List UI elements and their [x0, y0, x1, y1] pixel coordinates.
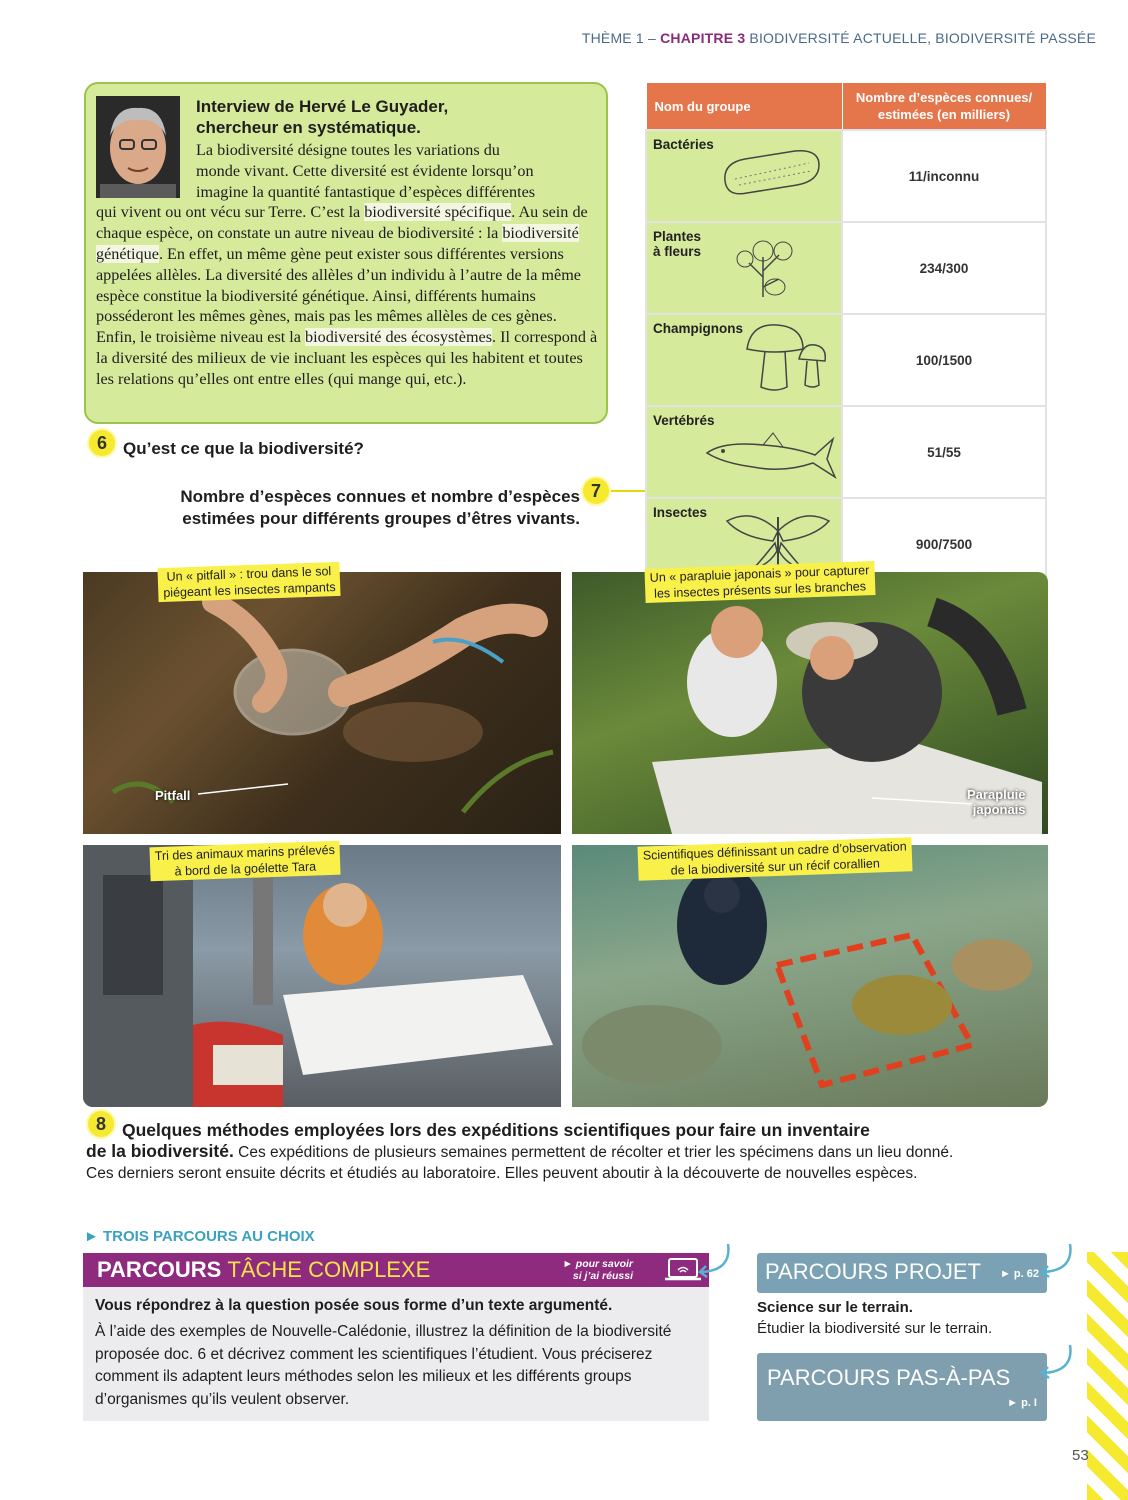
value-cell: 234/300 — [842, 222, 1046, 314]
group-name: à fleurs — [653, 244, 702, 259]
group-name: Vertébrés — [653, 413, 715, 428]
label-line: de la biodiversité sur un récif corallien — [670, 856, 881, 878]
parcours-projet-button[interactable] — [757, 1253, 1047, 1293]
doc8-caption — [86, 1120, 1086, 1184]
highlight-term: biodiversité génétique — [96, 224, 579, 263]
caption-text: Ces expéditions de plusieurs semaines permettent de récolter et trier les spécimens dans un lieu donné. — [233, 1144, 954, 1161]
table-row — [646, 222, 1046, 314]
group-cell — [646, 222, 842, 314]
connector-line — [611, 490, 647, 492]
parcours-pas-button[interactable] — [757, 1353, 1047, 1421]
projet-text: Étudier la biodiversité sur le terrain. — [757, 1320, 993, 1337]
chapter-label: CHAPITRE 3 — [660, 30, 746, 46]
group-name: Bactéries — [653, 137, 714, 152]
header-line: Nombre d’espèces connues/ — [855, 90, 1033, 105]
label-line: Parapluie — [967, 787, 1026, 802]
text-span: . En effet, un même gène peut exister sous différentes versions appelées allèles. La diversité des allèles d’un individu à l’autre de la même espèce constitue la biodiversité génétique. Ainsi, différents humains posséderont les mêmes gènes, mais pas les mêmes allèles de ces gènes. Enfin, le troisième niveau est la — [96, 244, 581, 347]
projet-title: Science sur le terrain. — [757, 1299, 913, 1316]
page-ref: ► p. I — [1007, 1397, 1037, 1409]
text-line: La biodiversité désigne toutes les variations du — [196, 141, 500, 159]
parcours-word: PARCOURS — [767, 1365, 897, 1390]
text-span: . Au sein de chaque espèce, on constate un autre niveau de biodiversité : la — [96, 203, 588, 243]
tara-photo — [83, 845, 561, 1107]
text-line: imagine la quantité fantastique d’espèces différentes — [196, 182, 536, 201]
photo-label — [157, 562, 340, 602]
interview-text — [96, 140, 600, 390]
caption-title: Quelques méthodes employées lors des expéditions scientifiques pour faire un inventaire — [122, 1120, 870, 1140]
highlight-term: biodiversité des écosystèmes — [305, 328, 493, 347]
label-line: Un « pitfall » : trou dans le sol — [166, 564, 332, 584]
header-line: estimées (en milliers) — [877, 107, 1011, 122]
doc-number-badge: 8 — [88, 1111, 114, 1137]
group-name: Plantes — [653, 229, 702, 244]
pitfall-pointer-label: Pitfall — [155, 788, 191, 803]
decorative-stripes — [1087, 1252, 1128, 1500]
curved-arrow-icon — [692, 1240, 734, 1280]
group-cell — [646, 130, 842, 222]
chapter-header — [582, 30, 1096, 46]
parcours-tache-header[interactable] — [83, 1253, 709, 1287]
interview-title-line: Interview de Hervé Le Guyader, — [196, 97, 449, 116]
text-span: qui vivent ou ont vécu sur Terre. C’est la — [96, 203, 365, 222]
caption-title: de la biodiversité. — [86, 1141, 234, 1161]
label-line: les insectes présents sur les branches — [653, 579, 867, 601]
doc7-caption — [120, 486, 580, 530]
parapluie-photo — [572, 572, 1048, 834]
link-line: si j’ai réussi — [572, 1270, 633, 1282]
caption-text: Ces derniers seront ensuite décrits et étudiés au laboratoire. Elles peuvent aboutir à la découverte de nouvelles espèces. — [86, 1165, 918, 1182]
value-cell: 900/7500 — [842, 498, 1046, 590]
recif-photo — [572, 845, 1048, 1107]
tache-question: Vous répondrez à la question posée sous forme d’un texte argumenté. — [95, 1297, 613, 1314]
interview-title — [196, 96, 596, 138]
parcours-kind: PROJET — [894, 1259, 981, 1284]
value-cell: 11/inconnu — [842, 130, 1046, 222]
highlight-term: biodiversité spécifique — [364, 203, 512, 222]
page-ref: ► p. 62 — [999, 1268, 1039, 1280]
column-header: Nom du groupe — [646, 83, 842, 131]
parcours-kind: TÂCHE COMPLEXE — [227, 1257, 431, 1282]
species-table — [645, 82, 1047, 591]
bacteria-icon — [715, 141, 825, 201]
label-line: piégeant les insectes rampants — [163, 579, 336, 600]
label-line: Tri des animaux marins prélevés — [154, 842, 336, 864]
table-row — [646, 130, 1046, 222]
group-name: Champignons — [653, 321, 743, 336]
parapluie-pointer-label — [967, 787, 1026, 817]
parcours-word: PARCOURS — [765, 1259, 895, 1284]
group-cell — [646, 314, 842, 406]
theme-label: THÈME 1 – — [581, 30, 661, 46]
parcours-intro: ► TROIS PARCOURS AU CHOIX — [84, 1228, 315, 1245]
mushroom-icon — [741, 319, 831, 393]
label-line: à bord de la goélette Tara — [174, 859, 317, 879]
self-check-link[interactable] — [561, 1258, 633, 1282]
parcours-kind: PAS-À-PAS — [896, 1365, 1011, 1390]
interview-title-line: chercheur en systématique. — [196, 118, 421, 137]
group-cell — [646, 406, 842, 498]
label-line: Un « parapluie japonais » pour capturer — [649, 563, 870, 585]
recif-scene — [572, 845, 1048, 1107]
column-header — [842, 83, 1046, 131]
curved-arrow-icon — [1034, 1240, 1076, 1280]
chapter-title: BIODIVERSITÉ ACTUELLE, BIODIVERSITÉ PASSÉE — [745, 30, 1096, 46]
parcours-word: PARCOURS — [97, 1257, 228, 1282]
caption-line: estimées pour différents groupes d’êtres vivants. — [182, 509, 580, 528]
caption-line: Nombre d’espèces connues et nombre d’espèces — [180, 487, 580, 506]
link-line: ► pour savoir — [562, 1258, 633, 1270]
text-line: monde vivant. Cette diversité est évidente lorsqu’on — [196, 161, 534, 180]
table-header-row — [646, 83, 1046, 131]
tara-scene — [83, 845, 561, 1107]
table-row — [646, 314, 1046, 406]
tache-text: À l’aide des exemples de Nouvelle-Calédonie, illustrez la définition de la biodiversité proposée doc. 6 et décrivez comment les scientifiques l’étudient. Vous préciserez comment ils adaptent leurs méthodes selon les milieux et les différents groups d’organismes qu’ils veulent observer. — [95, 1323, 672, 1408]
value-cell: 51/55 — [842, 406, 1046, 498]
text-span: . Il correspond à la diversité des milieux de vie incluant les espèces qui les habitent et toutes les relations qu’elles ont entre elles (qui mange qui, etc.). — [96, 328, 598, 388]
pitfall-photo — [83, 572, 561, 834]
table-row — [646, 406, 1046, 498]
label-line: japonais — [972, 802, 1026, 817]
photo-label — [149, 841, 340, 882]
page-number: 53 — [1072, 1447, 1089, 1464]
curved-arrow-icon — [1034, 1341, 1076, 1381]
value-cell: 100/1500 — [842, 314, 1046, 406]
label-line: Scientifiques définissant un cadre d’observation — [642, 839, 907, 863]
fish-icon — [703, 429, 837, 479]
doc6-question: Qu’est ce que la biodiversité? — [123, 439, 364, 458]
doc-number-badge: 6 — [89, 430, 115, 456]
group-name: Insectes — [653, 505, 708, 520]
flower-plant-icon — [723, 227, 803, 299]
doc-number-badge: 7 — [583, 478, 609, 504]
